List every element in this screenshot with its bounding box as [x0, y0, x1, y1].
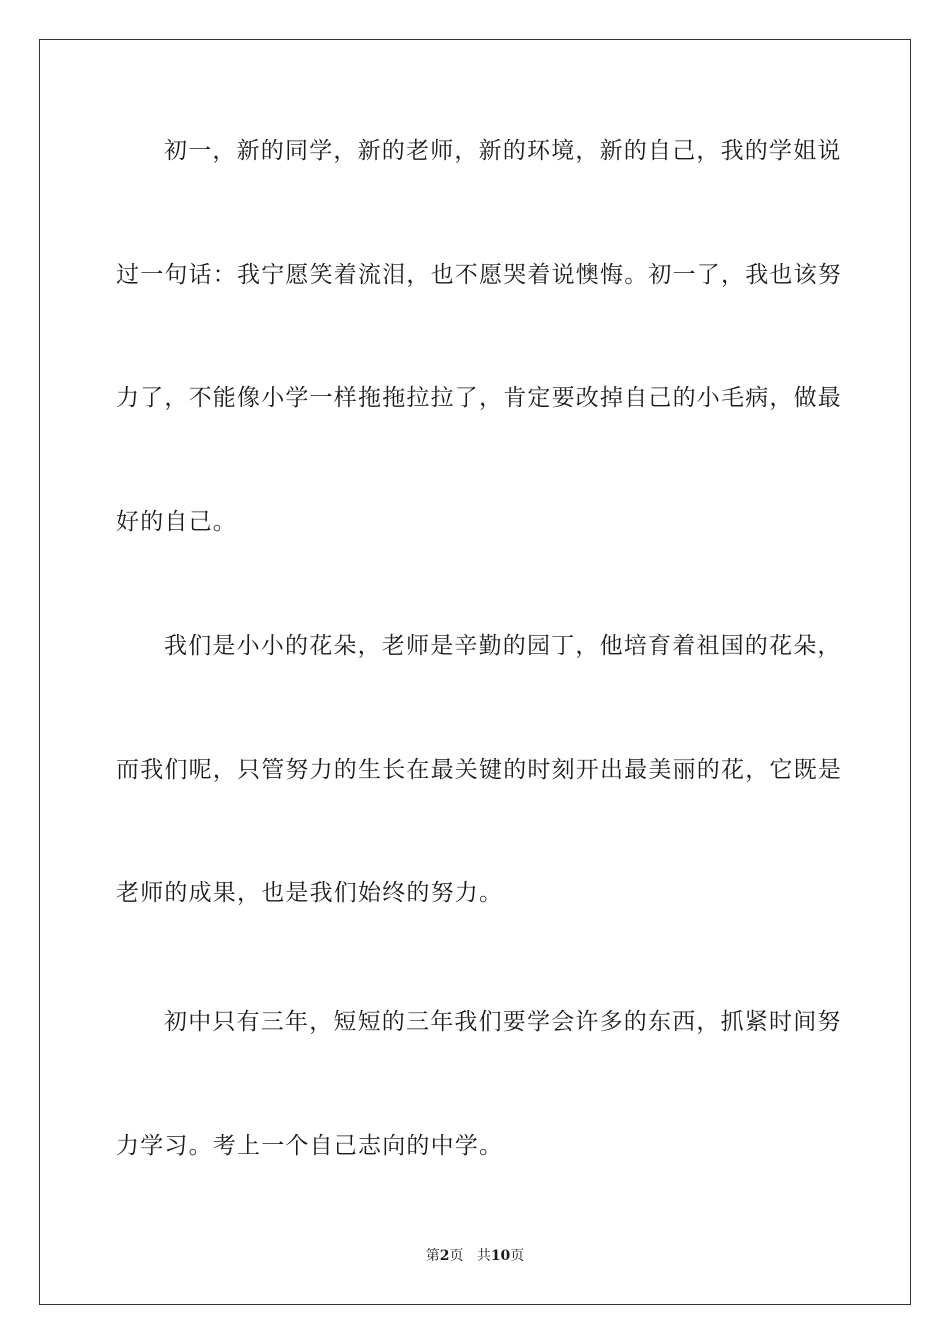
paragraph-3-line-2: 力学习。考上一个自己志向的中学。	[116, 1133, 504, 1159]
footer-total-suffix: 页	[510, 1248, 525, 1264]
footer-page-number: 2	[439, 1248, 450, 1264]
footer-page-prefix: 第	[425, 1248, 440, 1264]
footer-total-prefix: 共	[476, 1248, 491, 1264]
paragraph-1-line-4: 好的自己。	[116, 509, 237, 535]
page-footer	[0, 1246, 950, 1266]
paragraph-2-line-3: 老师的成果，也是我们始终的努力。	[116, 880, 504, 906]
paragraph-2-line-2: 而我们呢，只管努力的生长在最关键的时刻开出最美丽的花，它既是	[116, 757, 842, 783]
paragraph-1-line-1: 初一，新的同学，新的老师，新的环境，新的自己，我的学姐说	[164, 138, 842, 164]
page-border	[39, 39, 911, 1305]
paragraph-2-line-1: 我们是小小的花朵，老师是辛勤的园丁，他培育着祖国的花朵，	[164, 633, 842, 659]
paragraph-1-line-3: 力了，不能像小学一样拖拖拉拉了，肯定要改掉自己的小毛病，做最	[116, 385, 842, 411]
footer-page-suffix: 页	[449, 1248, 464, 1264]
paragraph-3-line-1: 初中只有三年，短短的三年我们要学会许多的东西，抓紧时间努	[164, 1009, 842, 1035]
paragraph-1-line-2: 过一句话：我宁愿笑着流泪，也不愿哭着说懊悔。初一了，我也该努	[116, 262, 842, 288]
footer-total-pages: 10	[490, 1248, 511, 1264]
